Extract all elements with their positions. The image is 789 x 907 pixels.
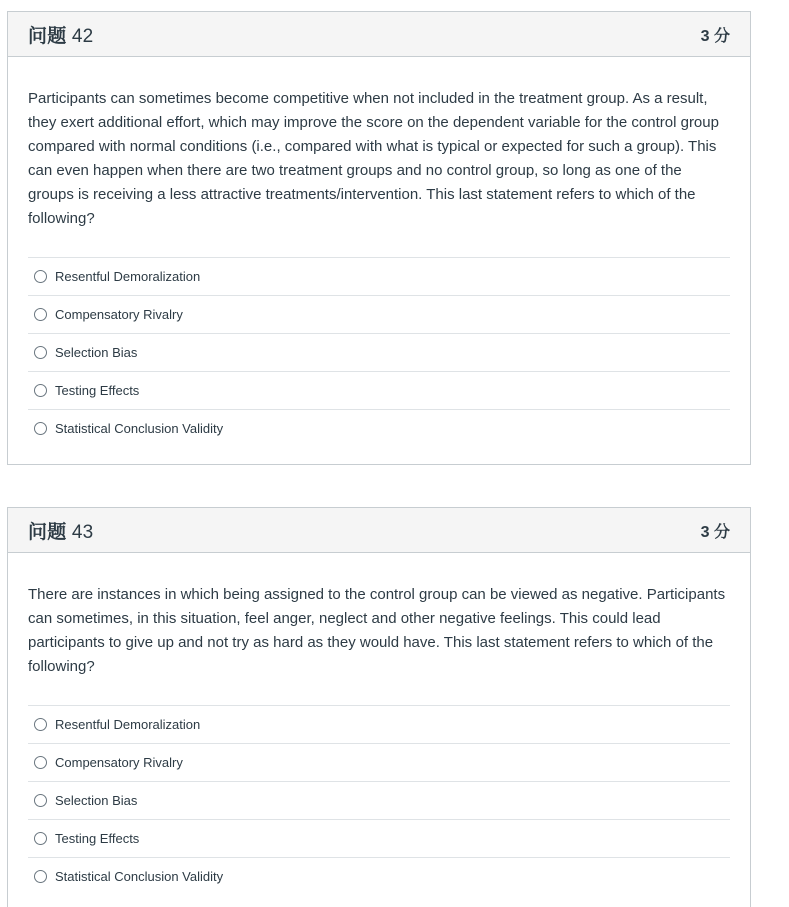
answer-list — [28, 257, 730, 447]
question-header — [8, 12, 750, 57]
radio-button[interactable] — [34, 308, 47, 321]
answer-option[interactable] — [28, 857, 730, 895]
radio-button[interactable] — [34, 384, 47, 397]
answer-label: Selection Bias — [55, 793, 138, 808]
answer-label: Compensatory Rivalry — [55, 307, 183, 322]
answer-label: Testing Effects — [55, 383, 140, 398]
question-points: 3 分 — [700, 523, 730, 541]
answer-option[interactable] — [28, 409, 730, 447]
radio-button[interactable] — [34, 270, 47, 283]
answer-option[interactable] — [28, 743, 730, 781]
question-number: 43 — [71, 521, 94, 543]
answer-label: Resentful Demoralization — [55, 717, 201, 732]
question-body — [8, 553, 750, 895]
radio-button[interactable] — [34, 346, 47, 359]
question-header — [8, 508, 750, 553]
question-title-prefix: 问题 — [28, 25, 67, 47]
radio-button[interactable] — [34, 718, 47, 731]
answer-label: Resentful Demoralization — [55, 269, 201, 284]
answer-option[interactable] — [28, 257, 730, 295]
question-text: Participants can sometimes become competitive when not included in the treatment group. As a result, they exert additional effort, which may improve the score on the dependent variable for the control group compared with normal conditions (i.e., compared with what is typical or expected for such a group). This can even happen when there are two treatment groups and no control group, so long as one of the groups is receiving a less attractive treatments/intervention. This last statement refers to which of the following? — [28, 90, 719, 227]
answer-option[interactable] — [28, 333, 730, 371]
radio-button[interactable] — [34, 422, 47, 435]
question-43 — [7, 507, 751, 907]
answer-option[interactable] — [28, 371, 730, 409]
answer-label: Compensatory Rivalry — [55, 755, 183, 770]
question-points: 3 分 — [700, 27, 730, 45]
answer-label: Statistical Conclusion Validity — [55, 869, 224, 884]
radio-button[interactable] — [34, 794, 47, 807]
answer-label: Statistical Conclusion Validity — [55, 421, 224, 436]
question-42 — [7, 11, 751, 465]
answer-label: Testing Effects — [55, 831, 140, 846]
answer-list — [28, 705, 730, 895]
radio-button[interactable] — [34, 832, 47, 845]
answer-label: Selection Bias — [55, 345, 138, 360]
question-body — [8, 57, 750, 447]
answer-option[interactable] — [28, 819, 730, 857]
answer-option[interactable] — [28, 781, 730, 819]
question-title — [28, 21, 93, 48]
question-title-prefix: 问题 — [28, 521, 67, 543]
question-title — [28, 517, 93, 544]
answer-option[interactable] — [28, 705, 730, 743]
radio-button[interactable] — [34, 870, 47, 883]
radio-button[interactable] — [34, 756, 47, 769]
question-text: There are instances in which being assigned to the control group can be viewed as negative. Participants can sometimes, in this situation, feel anger, neglect and other negative feelings. This could lead participants to give up and not try as hard as they would have. This last statement refers to which of the following? — [28, 586, 726, 675]
question-number: 42 — [71, 25, 94, 47]
answer-option[interactable] — [28, 295, 730, 333]
